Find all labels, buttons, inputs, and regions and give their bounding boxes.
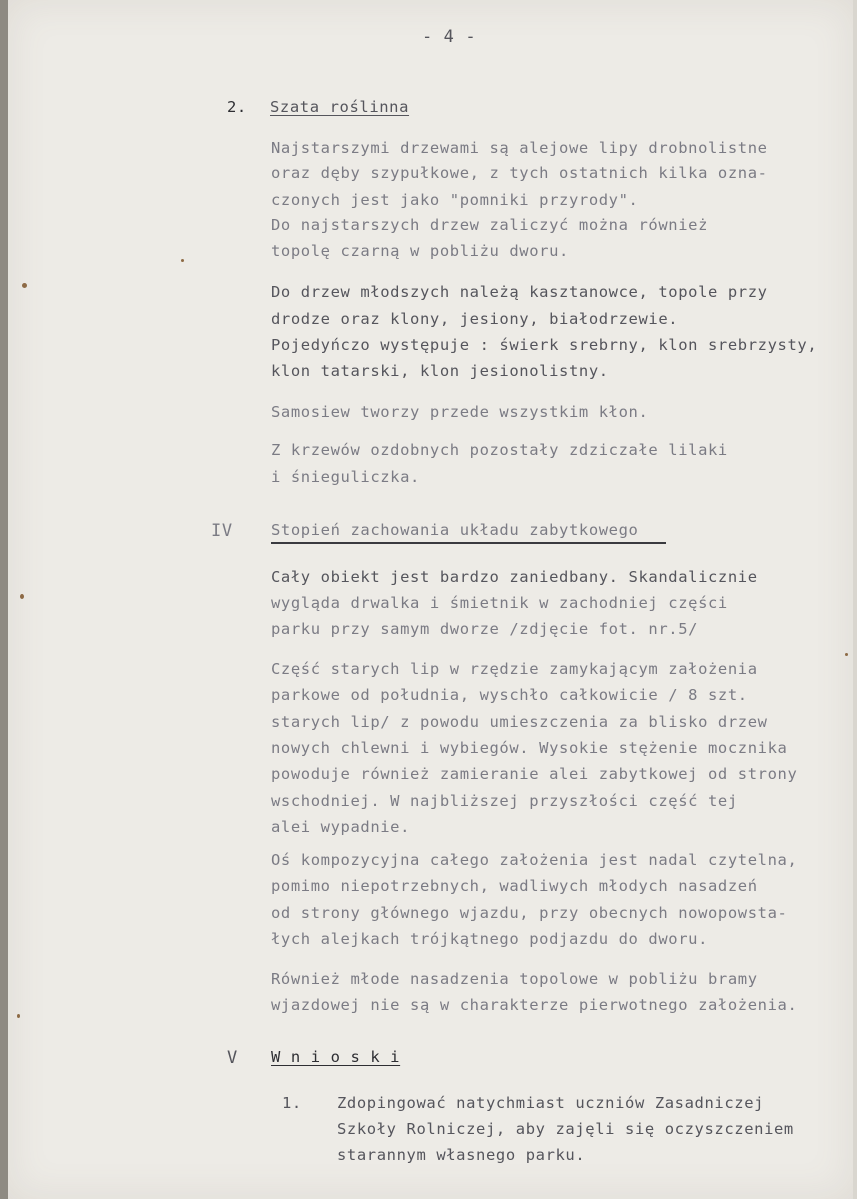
text-line: klon tatarski, klon jesionolistny. xyxy=(271,362,609,380)
text-line: Oś kompozycyjna całego założenia jest nadal czytelna, xyxy=(271,851,798,869)
text-line: starych lip/ z powodu umieszczenia za blisko drzew xyxy=(271,713,768,731)
text-line: oraz dęby szypułkowe, z tych ostatnich kilka ozna- xyxy=(271,164,768,182)
text-line: Z krzewów ozdobnych pozostały zdziczałe lilaki xyxy=(271,441,728,459)
section-number: 2. xyxy=(227,98,247,116)
list-item-line: starannym własnego parku. xyxy=(337,1146,586,1164)
text-line: pomimo niepotrzebnych, wadliwych młodych nasadzeń xyxy=(271,877,758,895)
list-item-line: Szkoły Rolniczej, aby zajęli się oczyszczeniem xyxy=(337,1120,794,1138)
list-item-line: Zdopingować natychmiast uczniów Zasadniczej xyxy=(337,1094,765,1112)
text-line: od strony głównego wjazdu, przy obecnych nowopowsta- xyxy=(271,904,788,922)
section-heading: Stopień zachowania układu zabytkowego xyxy=(271,521,639,539)
paper-speck xyxy=(181,259,184,262)
text-line: Cały obiekt jest bardzo zaniedbany. Skandalicznie xyxy=(271,568,758,586)
text-line: drodze oraz klony, jesiony, białodrzewie. xyxy=(271,310,679,328)
scan-edge xyxy=(0,0,8,1199)
paper-speck xyxy=(22,283,27,288)
page-number: - 4 - xyxy=(422,27,477,47)
text-line: parkowe od południa, wyschło całkowicie / 8 szt. xyxy=(271,686,748,704)
paper-speck xyxy=(17,1014,20,1018)
text-line: Do najstarszych drzew zaliczyć można również xyxy=(271,216,708,234)
section-number: V xyxy=(227,1048,238,1068)
text-line: Część starych lip w rzędzie zamykającym założenia xyxy=(271,660,758,678)
text-line: Również młode nasadzenia topolowe w pobliżu bramy xyxy=(271,970,758,988)
heading-underline xyxy=(271,542,666,544)
text-line: czonych jest jako "pomniki przyrody". xyxy=(271,191,639,209)
paper-speck xyxy=(20,594,24,599)
text-line: alei wypadnie. xyxy=(271,818,411,836)
list-item-number: 1. xyxy=(282,1094,302,1112)
text-line: nowych chlewni i wybiegów. Wysokie stężenie mocznika xyxy=(271,739,788,757)
text-line: wschodniej. W najbliższej przyszłości część tej xyxy=(271,792,738,810)
text-line: łych alejkach trójkątnego podjazdu do dworu. xyxy=(271,930,708,948)
section-heading: W n i o s k i xyxy=(271,1048,401,1066)
text-line: Samosiew tworzy przede wszystkim kłon. xyxy=(271,403,649,421)
text-line: Pojedyńczo występuje : świerk srebrny, klon srebrzysty, xyxy=(271,336,818,354)
section-heading: Szata roślinna xyxy=(270,98,410,116)
text-line: parku przy samym dworze /zdjęcie fot. nr.5/ xyxy=(271,620,699,638)
text-line: Do drzew młodszych należą kasztanowce, topole przy xyxy=(271,283,768,301)
text-line: topolę czarną w pobliżu dworu. xyxy=(271,242,569,260)
text-line: wygląda drwalka i śmietnik w zachodniej części xyxy=(271,594,728,612)
text-line: i śnieguliczka. xyxy=(271,468,420,486)
text-line: wjazdowej nie są w charakterze pierwotnego założenia. xyxy=(271,996,798,1014)
text-line: Najstarszymi drzewami są alejowe lipy drobnolistne xyxy=(271,139,768,157)
section-number: IV xyxy=(211,521,233,541)
text-line: powoduje również zamieranie alei zabytkowej od strony xyxy=(271,765,798,783)
paper-speck xyxy=(845,653,848,656)
